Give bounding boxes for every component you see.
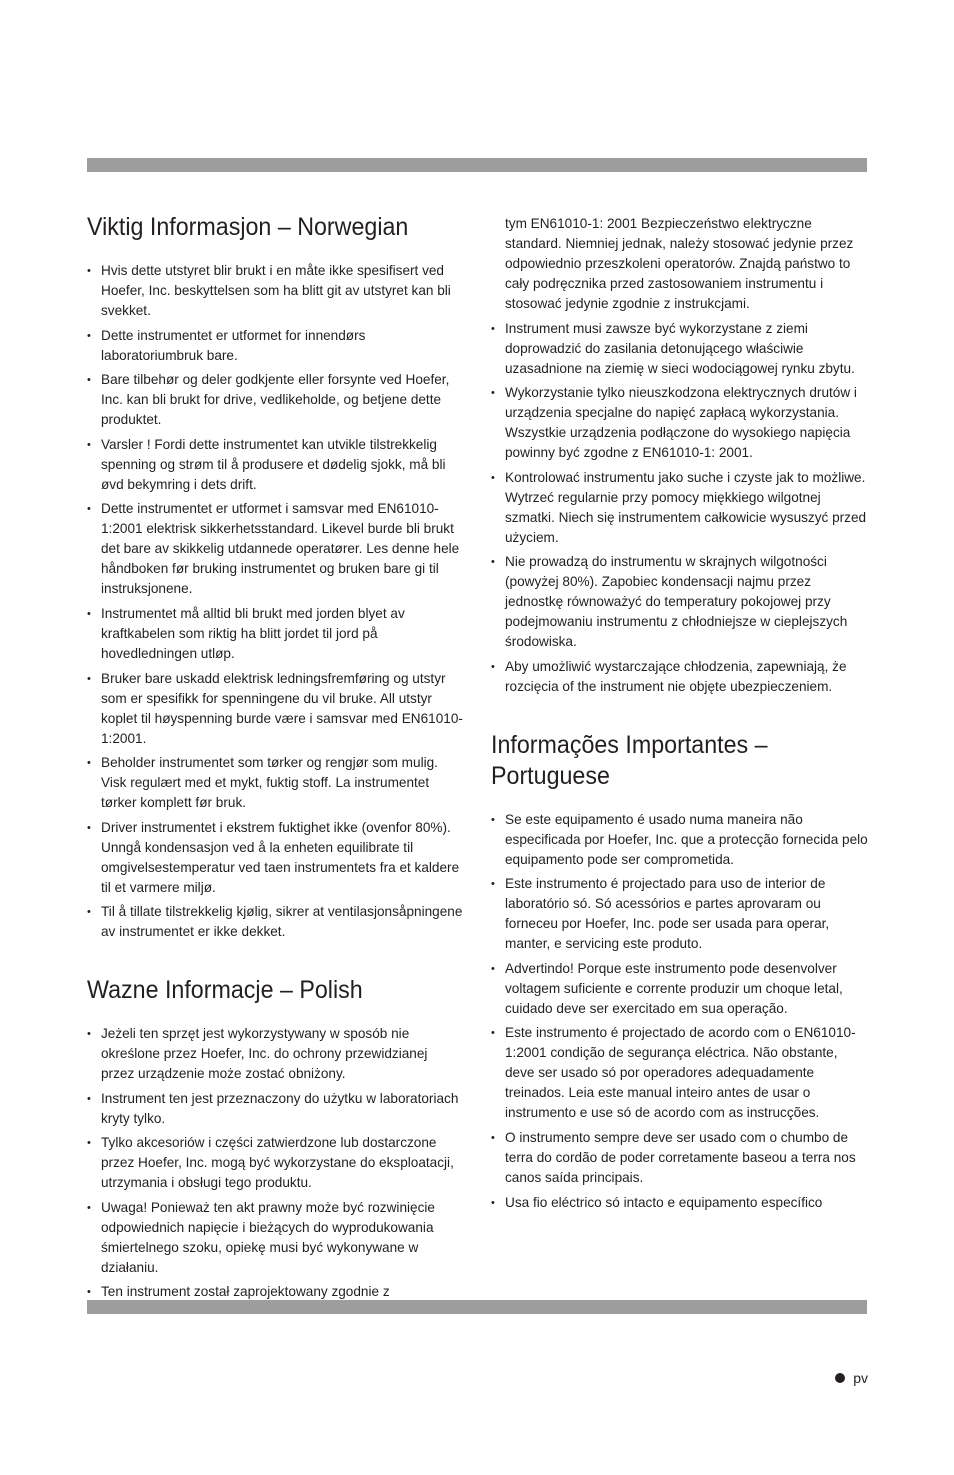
list-item: • Driver instrumentet i ekstrem fuktighet ikke (ovenfor 80%). Unngå kondensasjon ved å la enheten equilibrate til omgivelsestemperatur ved taen instrumentets fra et kaldere til et varmere miljø.: [87, 818, 464, 898]
list-item: • Dette instrumentet er utformet for innendørs laboratoriumbruk bare.: [87, 326, 464, 366]
bottom-rule: [87, 1300, 867, 1314]
page-number: [835, 1370, 868, 1386]
list-item: • Nie prowadzą do instrumentu w skrajnych wilgotności (powyżej 80%). Zapobiec kondensacji najmu przez jednostkę równoważyć do temperatury pokojowej przy podejmowaniu instrumentu z chłodniejsze w cieplejszych środowiska.: [491, 552, 868, 652]
list-item: • Tylko akcesoriów i części zatwierdzone lub dostarczone przez Hoefer, Inc. mogą być wykorzystane do eksploatacji, utrzymania i obsługi tego produktu.: [87, 1133, 464, 1193]
page-number-label: pv: [853, 1370, 868, 1386]
polish-heading: Wazne Informacje – Polish: [87, 975, 363, 1004]
list-item: • Este instrumento é projectado para uso de interior de laboratório só. Só acessórios e partes aprovaram ou forneceu por Hoefer, Inc. pode ser usada para operar, manter, e servicing este produto.: [491, 874, 868, 954]
norwegian-list: [87, 261, 464, 942]
portuguese-heading: Informações Importantes – Portuguese: [491, 730, 768, 790]
list-item: • Aby umożliwić wystarczające chłodzenia, zapewniają, że rozcięcia of the instrument nie objęte ubezpieczeniem.: [491, 657, 868, 697]
list-item: • Beholder instrumentet som tørker og rengjør som mulig. Visk regulært med et mykt, fuktig stoff. La instrumentet tørker komplett før bruk.: [87, 753, 464, 813]
list-item: • Hvis dette utstyret blir brukt i en måte ikke spesifisert ved Hoefer, Inc. beskyttelsen som ha blitt git av utstyret kan bli svekket.: [87, 261, 464, 321]
top-rule: [87, 158, 867, 172]
polish-continuation: tym EN61010-1: 2001 Bezpieczeństwo elektryczne standard. Niemniej jednak, należy stosować jedynie przez odpowiednio przeszkoleni operatorów. Znajdą państwo to cały podręcznika przed zastosowaniem instrumentu i stosować jedynie zgodnie z instrukcjami.: [505, 216, 854, 311]
polish-list-continued: [491, 319, 868, 697]
list-item: • Varsler ! Fordi dette instrumentet kan utvikle tilstrekkelig spenning og strøm til å produsere et dødelig sjokk, må bli øvd bekymring i dets drift.: [87, 435, 464, 495]
list-item: • Uwaga! Ponieważ ten akt prawny może być rozwinięcie odpowiednich napięcie i bieżących do wyprodukowania śmiertelnego szoku, opiekę musi być wykonywane w działaniu.: [87, 1198, 464, 1278]
list-item: • Instrument ten jest przeznaczony do użytku w laboratoriach kryty tylko.: [87, 1089, 464, 1129]
norwegian-heading: Viktig Informasjon – Norwegian: [87, 213, 409, 241]
list-item: • Bare tilbehør og deler godkjente eller forsynte ved Hoefer, Inc. kan bli brukt for drive, vedlikeholde, og betjene dette produktet.: [87, 370, 464, 430]
list-item: • Instrument musi zawsze być wykorzystane z ziemi doprowadzić do zasilania detonującego właściwie uzasadnione na ziemię w sieci wodociągowej rynku zbytu.: [491, 319, 868, 379]
list-item: • O instrumento sempre deve ser usado com o chumbo de terra do cordão de poder corretamente baseou a terra nos canos saída principais.: [491, 1128, 868, 1188]
list-item: • Ten instrument został zaprojektowany zgodnie z: [87, 1282, 464, 1302]
list-item: • Til å tillate tilstrekkelig kjølig, sikrer at ventilasjonsåpningene av instrumentet er ikke dekket.: [87, 902, 464, 942]
list-item: • Usa fio eléctrico só intacto e equipamento específico: [491, 1193, 868, 1213]
list-item: • Dette instrumentet er utformet i samsvar med EN61010-1:2001 elektrisk sikkerhetsstandard. Likevel burde bli brukt det bare av skikkelig utdannede operatører. Les denne hele håndboken før bruking instrumentet og bruken bare gi til instruksjonene.: [87, 499, 464, 599]
list-item: • Advertindo! Porque este instrumento pode desenvolver voltagem suficiente e corrente produzir um choque letal, cuidado deve ser exercitado em sua operação.: [491, 959, 868, 1019]
bullet-dot-icon: [835, 1373, 845, 1383]
list-item: • Kontrolować instrumentu jako suche i czyste jak to możliwe. Wytrzeć regularnie przy pomocy miękkiego wilgotnej szmatki. Niech się instrumentem całkowicie wysuszyć przed użyciem.: [491, 468, 868, 548]
right-column: [491, 214, 868, 1217]
left-column: [87, 200, 464, 1307]
portuguese-list: [491, 810, 868, 1213]
list-item: • Jeżeli ten sprzęt jest wykorzystywany w sposób nie określone przez Hoefer, Inc. do ochrony przewidzianej przez urządzenie może zostać obniżony.: [87, 1024, 464, 1084]
list-item: • Este instrumento é projectado de acordo com o EN61010-1:2001 condição de segurança eléctrica. Não obstante, deve ser usado só por operadores adequadamente treinados. Leia este manual inteiro antes de usar o instrumento e use só de acordo com as instrucções.: [491, 1023, 868, 1123]
list-item: • Instrumentet må alltid bli brukt med jorden blyet av kraftkabelen som riktig ha blitt jordet til jord på hovedledningen utløp.: [87, 604, 464, 664]
list-item: • Wykorzystanie tylko nieuszkodzona elektrycznych drutów i urządzenia specjalne do napięć zapłacą wykorzystania. Wszystkie urządzenia podłączone do wysokiego napięcia powinny być zgodne z EN61010-1: 2001.: [491, 383, 868, 463]
list-item: • Se este equipamento é usado numa maneira não especificada por Hoefer, Inc. que a protecção fornecida pelo equipamento pode ser comprometida.: [491, 810, 868, 870]
polish-list: [87, 1024, 464, 1302]
list-item: • Bruker bare uskadd elektrisk ledningsfremføring og utstyr som er spesifikk for spenningene du vil bruke. All utstyr koplet til høyspenning burde være i samsvar med EN61010-1:2001.: [87, 669, 464, 749]
